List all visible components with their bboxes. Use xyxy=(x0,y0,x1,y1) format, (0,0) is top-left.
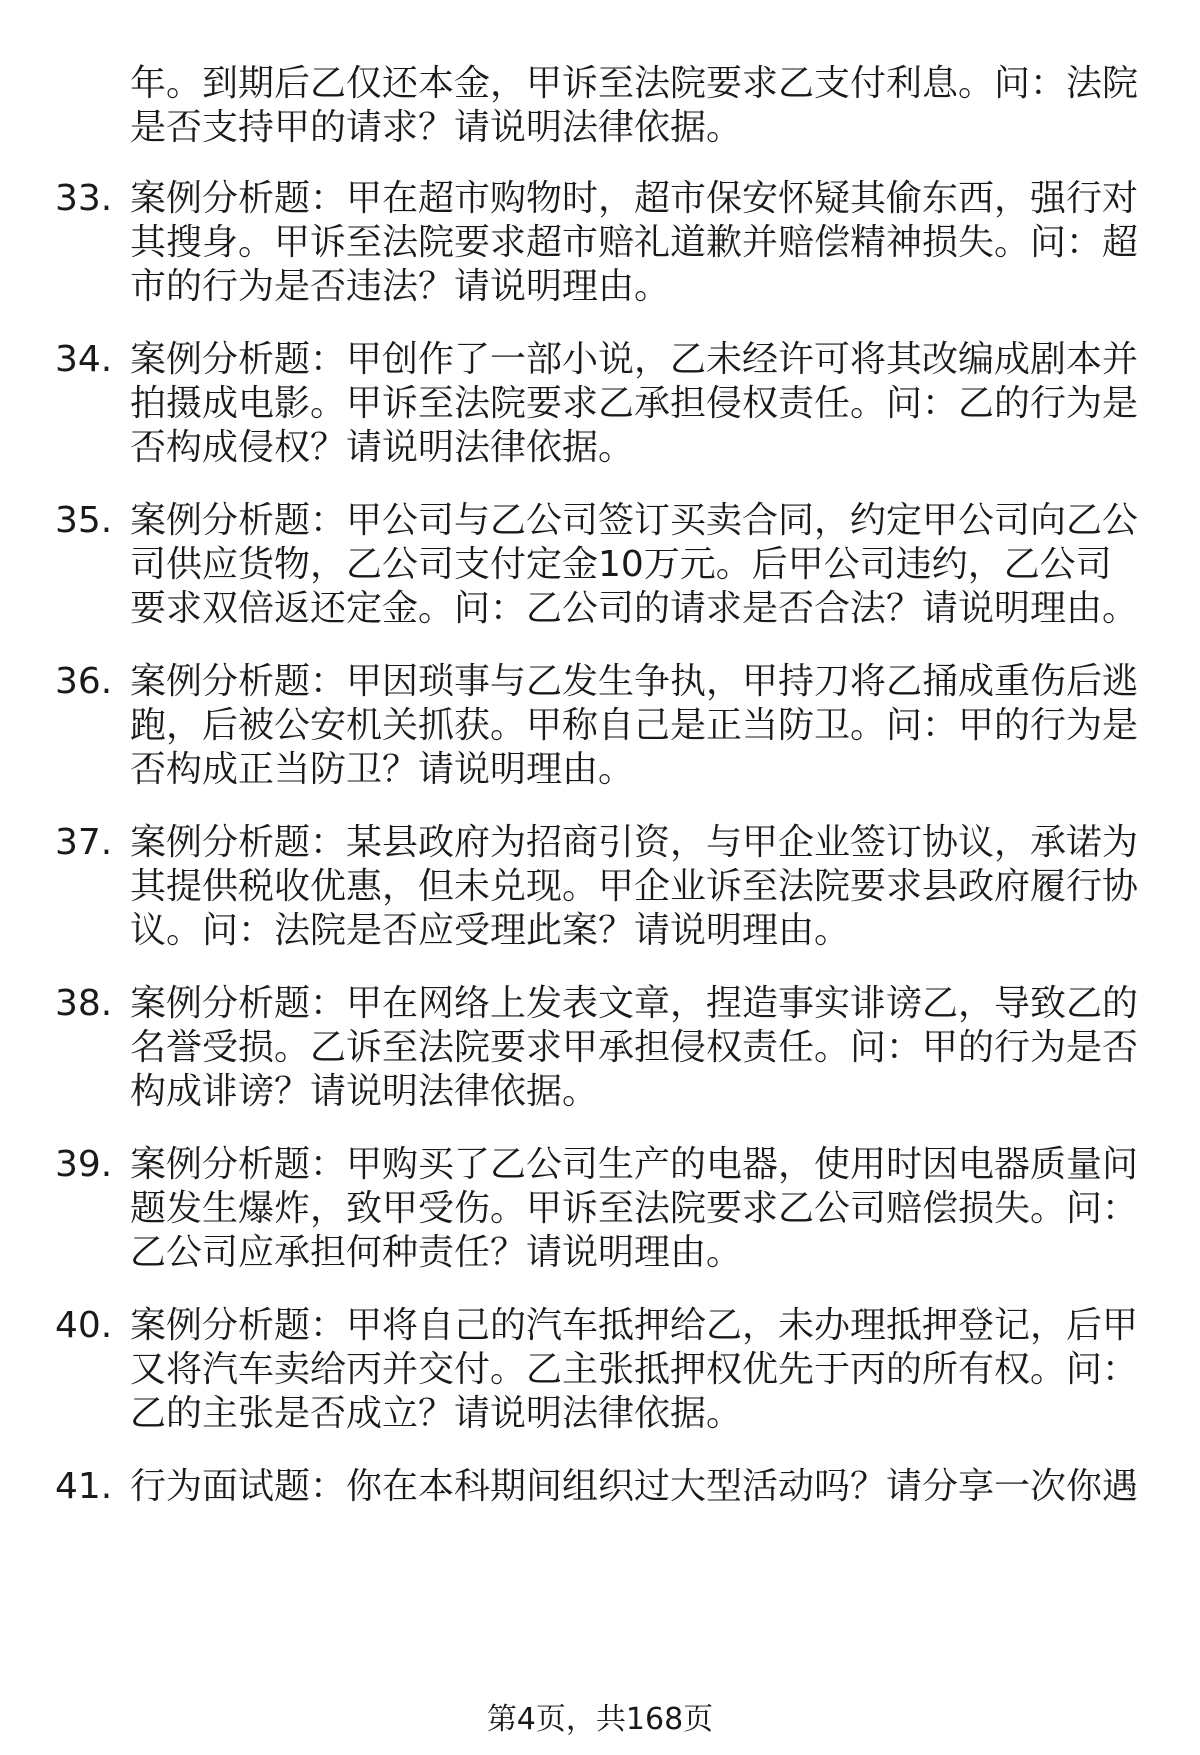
question-item-36 xyxy=(55,660,1145,792)
question-number: 35. xyxy=(55,500,113,541)
page-footer: 第4页，共168页 xyxy=(486,1702,714,1737)
question-number: 36. xyxy=(55,661,113,702)
question-number: 39. xyxy=(55,1144,113,1185)
question-number: 38. xyxy=(55,983,113,1024)
question-number: 41. xyxy=(55,1466,113,1507)
question-text: 案例分析题：某县政府为招商引资，与甲企业签订协议，承诺为其提供税收优惠，但未兑现。甲企业诉至法院要求县政府履行协议。问：法院是否应受理此案？请说明理由。 xyxy=(130,822,1139,951)
question-number: 33. xyxy=(55,178,113,219)
question-text: 案例分析题：甲在超市购物时，超市保安怀疑其偷东西，强行对其搜身。甲诉至法院要求超市赔礼道歉并赔偿精神损失。问：超市的行为是否违法？请说明理由。 xyxy=(130,178,1139,307)
question-item-33 xyxy=(55,177,1145,309)
question-text: 案例分析题：甲购买了乙公司生产的电器，使用时因电器质量问题发生爆炸，致甲受伤。甲诉至法院要求乙公司赔偿损失。问：乙公司应承担何种责任？请说明理由。 xyxy=(130,1144,1139,1273)
question-text: 案例分析题：甲将自己的汽车抵押给乙，未办理抵押登记，后甲又将汽车卖给丙并交付。乙主张抵押权优先于丙的所有权。问：乙的主张是否成立？请说明法律依据。 xyxy=(130,1305,1139,1434)
continued-paragraph: 年。到期后乙仅还本金，甲诉至法院要求乙支付利息。问：法院是否支持甲的请求？请说明法律依据。 xyxy=(130,63,1139,148)
question-item-40 xyxy=(55,1304,1145,1436)
question-number: 37. xyxy=(55,822,113,863)
question-text: 案例分析题：甲因琐事与乙发生争执，甲持刀将乙捅成重伤后逃跑，后被公安机关抓获。甲称自己是正当防卫。问：甲的行为是否构成正当防卫？请说明理由。 xyxy=(130,661,1139,790)
question-number: 40. xyxy=(55,1305,113,1346)
question-item-38 xyxy=(55,982,1145,1114)
question-item-37 xyxy=(55,821,1145,953)
question-text: 案例分析题：甲创作了一部小说，乙未经许可将其改编成剧本并拍摄成电影。甲诉至法院要求乙承担侵权责任。问：乙的行为是否构成侵权？请说明法律依据。 xyxy=(130,339,1139,468)
question-item-35 xyxy=(55,499,1145,631)
question-text: 行为面试题：你在本科期间组织过大型活动吗？请分享一次你遇 xyxy=(130,1466,1139,1507)
question-text: 案例分析题：甲公司与乙公司签订买卖合同，约定甲公司向乙公司供应货物，乙公司支付定金10万元。后甲公司违约，乙公司要求双倍返还定金。问：乙公司的请求是否合法？请说明理由。 xyxy=(130,500,1139,629)
question-item-39 xyxy=(55,1143,1145,1275)
question-number: 34. xyxy=(55,339,113,380)
question-text: 案例分析题：甲在网络上发表文章，捏造事实诽谤乙，导致乙的名誉受损。乙诉至法院要求甲承担侵权责任。问：甲的行为是否构成诽谤？请说明法律依据。 xyxy=(130,983,1139,1112)
question-item-34 xyxy=(55,338,1145,470)
question-item-41 xyxy=(55,1465,1145,1509)
